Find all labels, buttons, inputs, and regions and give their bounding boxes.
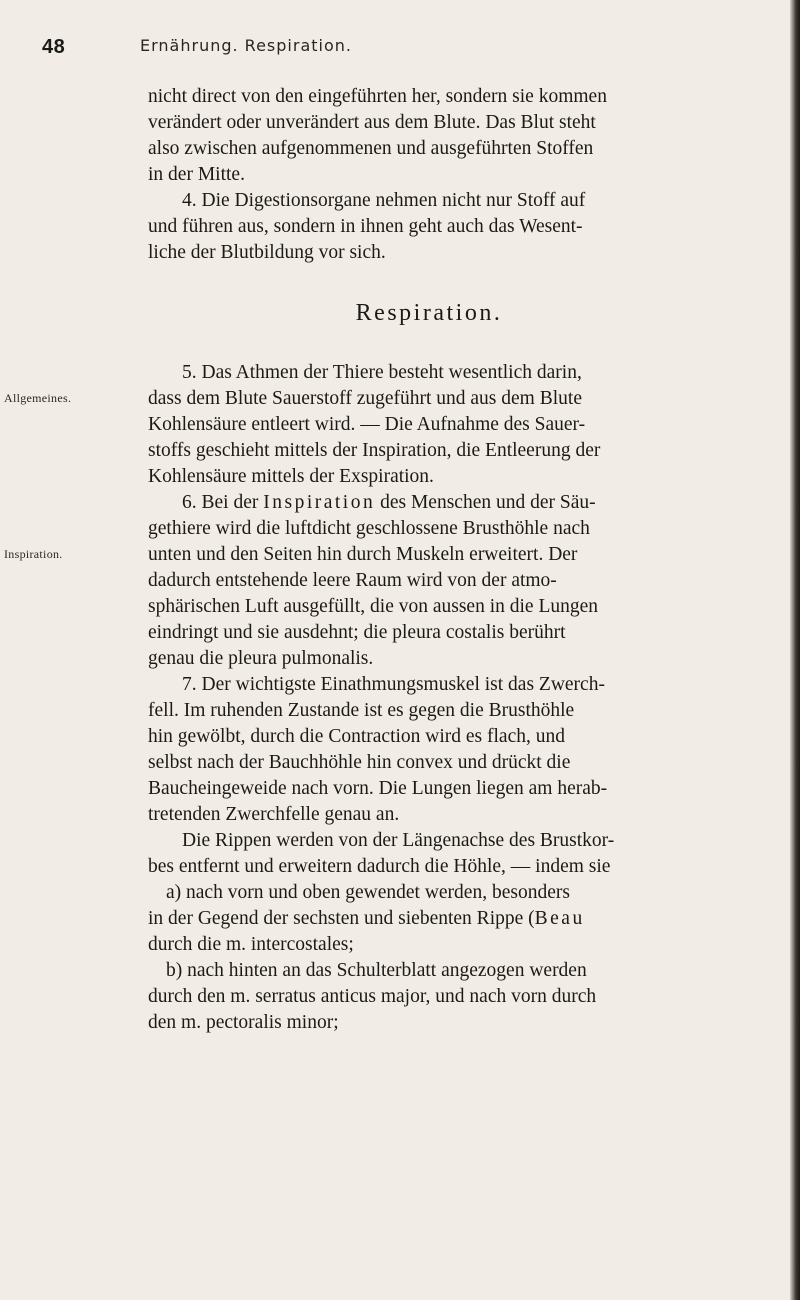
text-line: hin gewölbt, durch die Contraction wird es flach, und [148, 726, 565, 747]
text-line: 7. Der wichtigste Einathmungsmuskel ist das Zwerch- [182, 674, 605, 695]
text-line: fell. Im ruhenden Zustande ist es gegen die Brusthöhle [148, 700, 575, 721]
text-line: Kohlensäure entleert wird. — Die Aufnahme des Sauer- [148, 414, 586, 435]
margin-note-inspiration: Inspiration. [4, 547, 63, 561]
text-segment: in der Gegend der sechsten und siebenten Rippe ( [148, 908, 535, 929]
text-line: b) nach hinten an das Schulterblatt angezogen werden [166, 960, 587, 981]
text-line: 4. Die Digestionsorgane nehmen nicht nur Stoff auf [182, 190, 586, 211]
text-line [148, 906, 800, 932]
text-segment: des Menschen und der Säu- [375, 492, 596, 513]
text-line: also zwischen aufgenommenen und ausgeführten Stoffen [148, 138, 594, 159]
text-line: nicht direct von den eingeführten her, sondern sie kommen [148, 86, 607, 107]
text-line: durch die m. intercostales; [148, 934, 354, 955]
page-number: 48 [42, 36, 66, 58]
emphasized-term: Inspiration [263, 492, 376, 513]
text-line: liche der Blutbildung vor sich. [148, 242, 386, 263]
text-line: selbst nach der Bauchhöhle hin convex und drückt die [148, 752, 571, 773]
text-line: durch den m. serratus anticus major, und nach vorn durch [148, 986, 597, 1007]
body-text [148, 84, 800, 1036]
text-line: Baucheingeweide nach vorn. Die Lungen liegen am herab- [148, 778, 608, 799]
text-line: in der Mitte. [148, 164, 245, 185]
text-line: sphärischen Luft ausgefüllt, die von aussen in die Lungen [148, 596, 599, 617]
text-line: gethiere wird die luftdicht geschlossene Brusthöhle nach [148, 518, 590, 539]
text-line: genau die pleura pulmonalis. [148, 648, 374, 669]
text-line: bes entfernt und erweitern dadurch die Höhle, — indem sie [148, 856, 611, 877]
text-line: tretenden Zwerchfelle genau an. [148, 804, 400, 825]
text-line: 5. Das Athmen der Thiere besteht wesentlich darin, [182, 362, 582, 383]
text-line: verändert oder unverändert aus dem Blute. Das Blut steht [148, 112, 596, 133]
margin-note-allgemeines: Allgemeines. [4, 391, 72, 405]
running-head: Ernährung. Respiration. [140, 36, 352, 55]
text-line: Kohlensäure mittels der Exspiration. [148, 466, 434, 487]
text-segment: 6. Bei der [182, 492, 264, 513]
text-line: a) nach vorn und oben gewendet werden, besonders [166, 882, 570, 903]
text-line: dadurch entstehende leere Raum wird von der atmo- [148, 570, 557, 591]
text-line: und führen aus, sondern in ihnen geht auch das Wesent- [148, 216, 583, 237]
text-line: unten und den Seiten hin durch Muskeln erweitert. Der [148, 544, 578, 565]
section-heading: Respiration. [355, 300, 503, 326]
text-line: eindringt und sie ausdehnt; die pleura costalis berührt [148, 622, 566, 643]
text-line: dass dem Blute Sauerstoff zugeführt und aus dem Blute [148, 388, 582, 409]
text-line: stoffs geschieht mittels der Inspiration, die Entleerung der [148, 440, 601, 461]
page-header [42, 36, 742, 66]
text-line [148, 490, 800, 516]
text-line: den m. pectoralis minor; [148, 1012, 339, 1033]
emphasized-term: Beau [534, 908, 585, 929]
text-line: Die Rippen werden von der Längenachse des Brustkor- [182, 830, 615, 851]
